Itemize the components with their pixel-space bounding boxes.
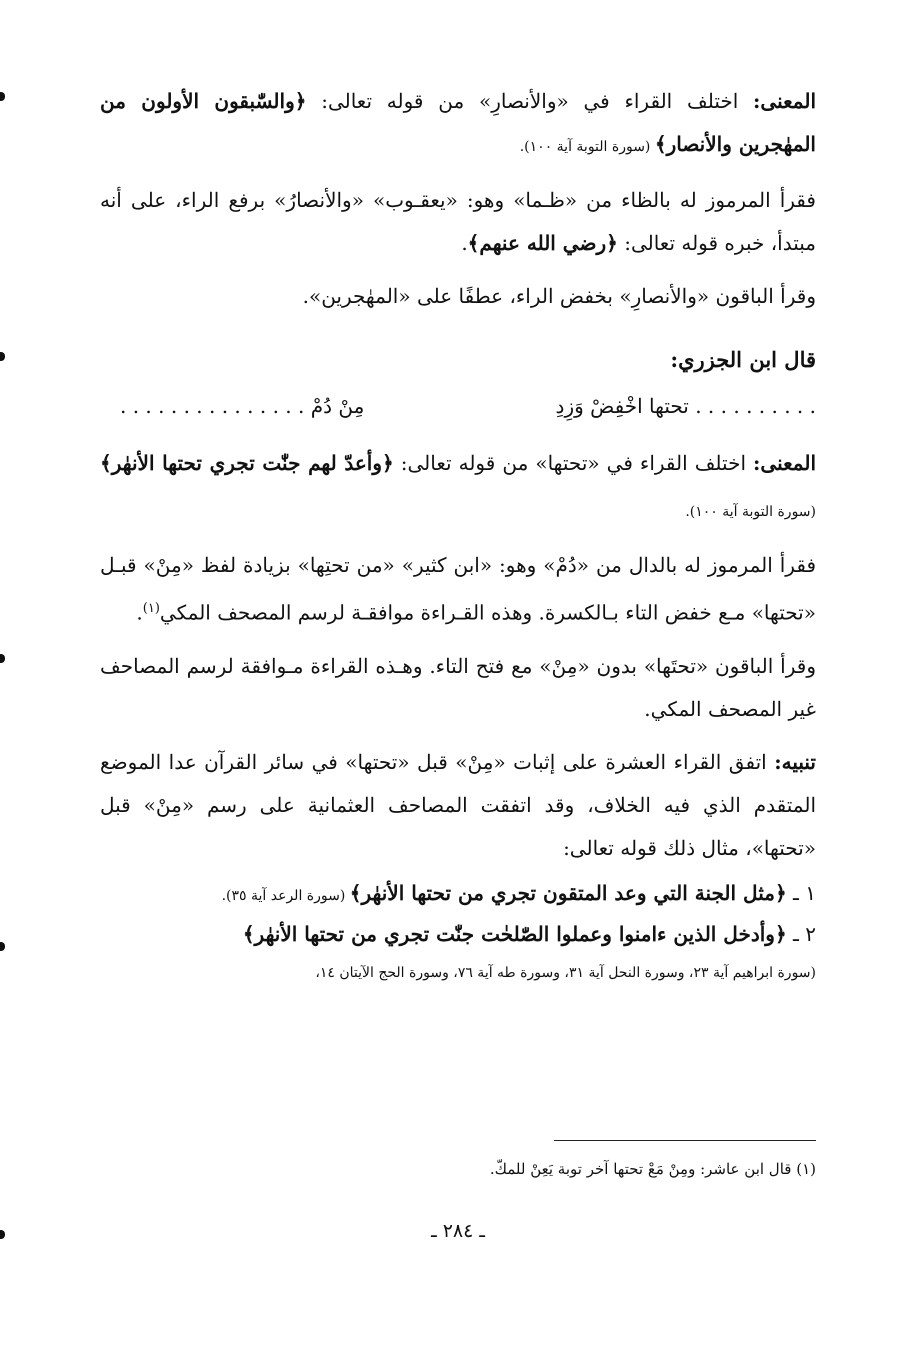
quran-quote: ﴿والسّٰبقون الأولون من المهٰجرين والأنصار﴾: [100, 89, 816, 156]
quran-quote: ﴿وأدخل الذين ءامنوا وعملوا الصّٰلحٰت جنّٰت تجري من تحتها الأنهٰر﴾: [242, 921, 787, 946]
paragraph-text: فقرأ المرموز له بالظاء من «ظـما» وهو: «يعقـوب» «والأنصارُ» برفع الراء، على أنه مبتدأ، خبره قوله تعالى:: [100, 188, 816, 255]
example-item: [100, 874, 816, 915]
item-number: ١ ـ: [786, 880, 816, 905]
paragraph-text: .: [136, 600, 143, 625]
paragraph-text: فقرأ المرموز له بالدال من «دُمْ» وهو: «ابن كثير» «من تحتِها» بزيادة لفظ «مِنْ» قبـل «تحتها» مـع خفض التاء بـالكسرة. وهذه القـراءة موافقـة لرسم المصحف المكي: [100, 553, 816, 625]
margin-mark: [0, 92, 5, 101]
note-label: تنبيه:: [774, 749, 816, 774]
ibn-jazari-heading: قال ابن الجزري:: [670, 347, 816, 372]
paragraph-others-reading: [100, 275, 816, 318]
page-number: ـ ٢٨٤ ـ: [431, 1220, 485, 1242]
verse-second-hemistich: مِنْ دُمْ . . . . . . . . . . . . . . .: [120, 394, 365, 418]
paragraph-others-tahtaha: [100, 645, 816, 731]
paragraph-ibn-kathir-reading: [100, 544, 816, 635]
poetry-verse: [100, 386, 816, 426]
margin-mark: [0, 1230, 5, 1239]
footnote-marker[interactable]: (١): [142, 601, 160, 616]
items-reference: (سورة ابراهيم آية ٢٣، وسورة النحل آية ٣١، وسورة طه آية ٧٦، وسورة الحج الآيتان ١٤،: [315, 964, 816, 981]
paragraph-meaning-ansar: [100, 80, 816, 169]
footnote: (١) قال ابن عاشر: ومِنْ مَعْ تحتها آخر توبة يَعِنْ للمكّ.: [489, 1160, 816, 1178]
quran-quote: ﴿وأعدّ لهم جنّٰت تجري تحتها الأنهٰر﴾: [100, 451, 394, 475]
paragraph-text: وقرأ الباقون «تحتَها» بدون «مِنْ» مع فتح التاء. وهـذه القراءة مـوافقة لرسم المصاحف غير المصحف المكي.: [100, 653, 816, 721]
quran-quote: ﴿رضي الله عنهم﴾: [467, 231, 618, 255]
paragraph-text: وقرأ الباقون «والأنصارِ» بخفض الراء، عطفًا على «المهٰجرين».: [302, 284, 816, 308]
margin-mark: [0, 942, 5, 951]
surah-reference: (سورة التوبة آية ١٠٠).: [519, 139, 655, 155]
footnote-divider: [554, 1140, 816, 1141]
margin-mark: [0, 352, 5, 361]
paragraph-yaqub-reading: [100, 179, 816, 265]
page-content: [100, 80, 816, 1330]
meaning-label: المعنى:: [753, 89, 816, 113]
quran-quote: ﴿مثل الجنة التي وعد المتقون تجري من تحتها الأنهٰر﴾: [349, 880, 787, 905]
paragraph-text: .: [461, 231, 468, 255]
verse-first-hemistich: . . . . . . . . . . تحتها اخْفِضْ وَزِدِ: [555, 394, 816, 418]
paragraph-note: [100, 741, 816, 870]
paragraph-meaning-tahtaha: [100, 442, 816, 534]
meaning-label: المعنى:: [753, 451, 816, 475]
paragraph-text: اختلف القراء في «تحتها» من قوله تعالى:: [393, 451, 754, 475]
paragraph-text: اختلف القراء في «والأنصارِ» من قوله تعالى:: [306, 89, 754, 113]
margin-mark: [0, 654, 5, 663]
item-number: ٢ ـ: [786, 921, 816, 946]
surah-reference: (سورة الرعد آية ٣٥).: [221, 887, 350, 904]
paragraph-text: اتفق القراء العشرة على إثبات «مِنْ» قبل «تحتها» في سائر القرآن عدا الموضع المتقدم الذي فيه الخلاف، وقد اتفقت المصاحف العثمانية على رسم «مِنْ» قبل «تحتها»، مثال ذلك قوله تعالى:: [100, 749, 816, 860]
example-item: [100, 915, 816, 956]
surah-reference: (سورة التوبة آية ١٠٠).: [685, 504, 816, 520]
